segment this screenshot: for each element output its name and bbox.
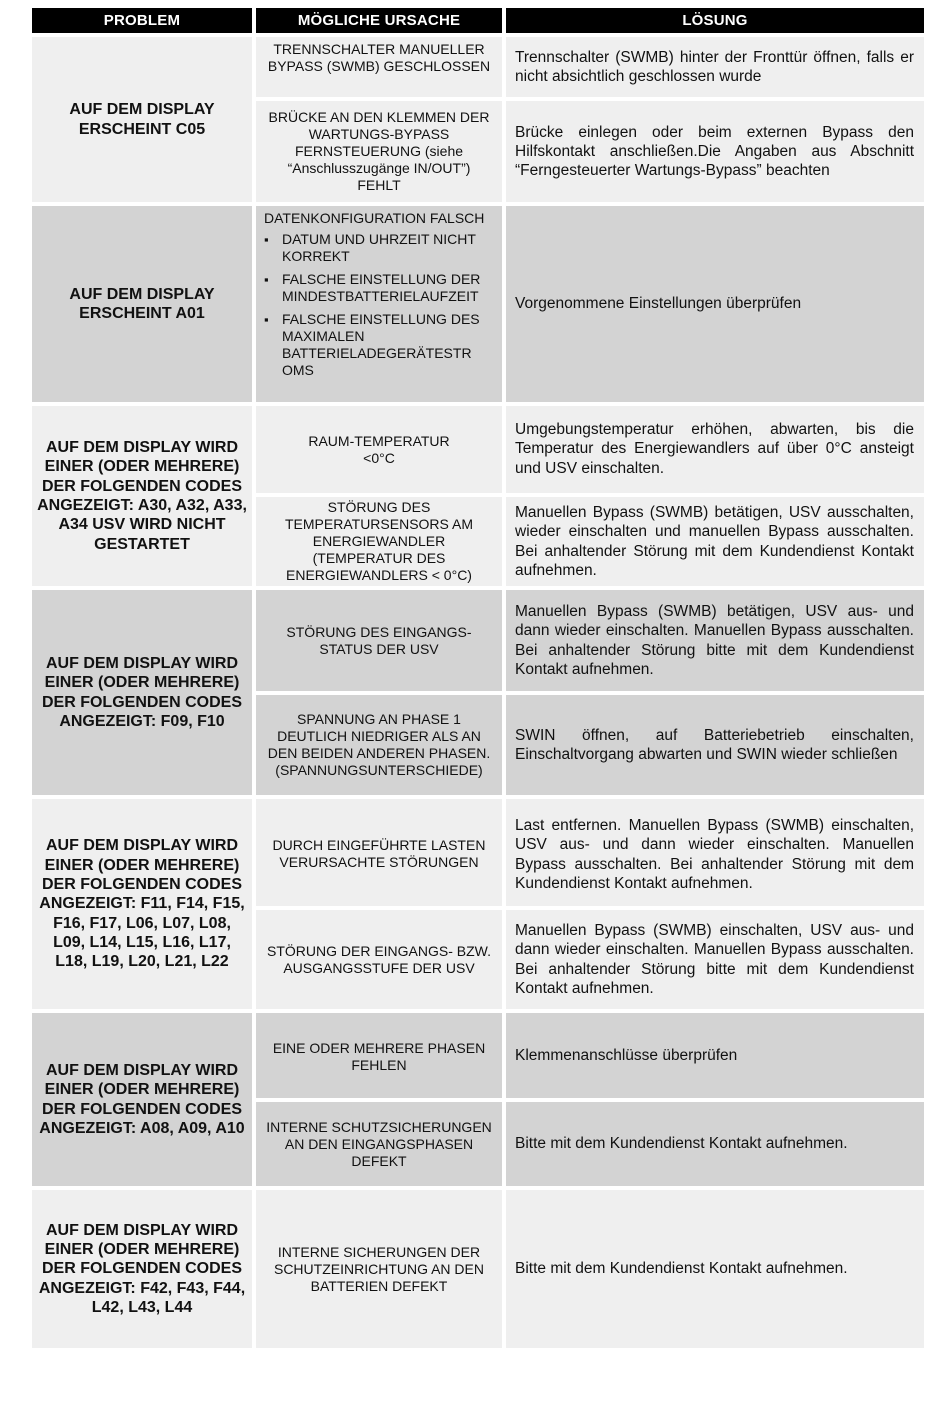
table-row	[32, 406, 924, 493]
solution-cell: Bitte mit dem Kundendienst Kontakt aufnehmen.	[506, 1190, 924, 1348]
cause-cell: INTERNE SICHERUNGEN DER SCHUTZEINRICHTUNG AN DEN BATTERIEN DEFEKT	[256, 1190, 502, 1348]
problem-cell: AUF DEM DISPLAY WIRD EINER (ODER MEHRERE) DER FOLGENDEN CODES ANGEZEIGT: A30, A32, A33, A34 USV WIRD NICHT GESTARTET	[32, 406, 252, 586]
cause-cell: STÖRUNG DER EINGANGS- BZW. AUSGANGSSTUFE DER USV	[256, 910, 502, 1009]
solution-cell: Vorgenommene Einstellungen überprüfen	[506, 206, 924, 402]
solution-cell: Manuellen Bypass (SWMB) betätigen, USV ausschalten, wieder einschalten und manuellen Bypass ausschalten. Bei anhaltender Störung mit dem Kundendienst Kontakt aufnehmen.	[506, 497, 924, 586]
solution-cell: SWIN öffnen, auf Batteriebetrieb einschalten, Einschaltvorgang abwarten und SWIN wieder schließen	[506, 695, 924, 795]
cause-cell: STÖRUNG DES EINGANGS-STATUS DER USV	[256, 590, 502, 691]
solution-cell: Bitte mit dem Kundendienst Kontakt aufnehmen.	[506, 1102, 924, 1186]
solution-cell: Manuellen Bypass (SWMB) einschalten, USV aus- und dann wieder einschalten. Manuellen Bypass ausschalten. Bei anhaltender Störung bitte mit dem Kundendienst Kontakt aufnehmen.	[506, 910, 924, 1009]
problem-cell: AUF DEM DISPLAY WIRD EINER (ODER MEHRERE) DER FOLGENDEN CODES ANGEZEIGT: A08, A09, A10	[32, 1013, 252, 1186]
solution-cell: Trennschalter (SWMB) hinter der Fronttür öffnen, falls er nicht absichtlich geschlossen wurde	[506, 37, 924, 97]
header-solution: LÖSUNG	[506, 8, 924, 33]
table-row	[32, 1013, 924, 1098]
header-problem: PROBLEM	[32, 8, 252, 33]
troubleshooting-table	[28, 4, 928, 1352]
cause-heading: DATENKONFIGURATION FALSCH	[264, 210, 485, 226]
problem-cell: AUF DEM DISPLAY ERSCHEINT C05	[32, 37, 252, 202]
table-row	[32, 1190, 924, 1348]
solution-cell: Manuellen Bypass (SWMB) betätigen, USV aus- und dann wieder einschalten. Manuellen Bypass ausschalten. Bei anhaltender Störung bitte mit dem Kundendienst Kontakt aufnehmen.	[506, 590, 924, 691]
cause-cell	[256, 206, 502, 402]
cause-bullet-list	[264, 231, 496, 379]
cause-cell: BRÜCKE AN DEN KLEMMEN DER WARTUNGS-BYPASS FERNSTEUERUNG (siehe “Anschlusszugänge IN/OUT”) FEHLT	[256, 101, 502, 202]
bullet-item: ▪ FALSCHE EINSTELLUNG DER MINDESTBATTERIELAUFZEIT	[264, 271, 496, 305]
header-cause: MÖGLICHE URSACHE	[256, 8, 502, 33]
solution-cell: Last entfernen. Manuellen Bypass (SWMB) einschalten, USV aus- und dann wieder einschalten. Manuellen Bypass ausschalten. Bei anhaltender Störung mit dem Kundendienst Kontakt aufnehmen.	[506, 799, 924, 906]
solution-cell: Umgebungstemperatur erhöhen, abwarten, bis die Temperatur des Energiewandlers auf über 0°C ansteigt und USV einschalten.	[506, 406, 924, 493]
problem-cell: AUF DEM DISPLAY WIRD EINER (ODER MEHRERE) DER FOLGENDEN CODES ANGEZEIGT: F11, F14, F15, F16, F17, L06, L07, L08, L09, L14, L15, L16, L17, L18, L19, L20, L21, L22	[32, 799, 252, 1009]
bullet-item: ▪ FALSCHE EINSTELLUNG DES MAXIMALEN BATTERIELADEGERÄTESTR OMS	[264, 311, 496, 379]
problem-cell: AUF DEM DISPLAY ERSCHEINT A01	[32, 206, 252, 402]
problem-cell: AUF DEM DISPLAY WIRD EINER (ODER MEHRERE) DER FOLGENDEN CODES ANGEZEIGT: F09, F10	[32, 590, 252, 795]
cause-cell: DURCH EINGEFÜHRTE LASTEN VERURSACHTE STÖRUNGEN	[256, 799, 502, 906]
bullet-item: ▪ DATUM UND UHRZEIT NICHT KORREKT	[264, 231, 496, 265]
solution-cell: Klemmenanschlüsse überprüfen	[506, 1013, 924, 1098]
table-row	[32, 590, 924, 691]
solution-cell: Brücke einlegen oder beim externen Bypass den Hilfskontakt anschließen.Die Angaben aus Abschnitt “Ferngesteuerter Wartungs-Bypass” beachten	[506, 101, 924, 202]
table-row	[32, 206, 924, 402]
table-header-row	[32, 8, 924, 33]
cause-cell: STÖRUNG DES TEMPERATURSENSORS AM ENERGIEWANDLER (TEMPERATUR DES ENERGIEWANDLERS < 0°C)	[256, 497, 502, 586]
table-row	[32, 37, 924, 97]
cause-cell: SPANNUNG AN PHASE 1 DEUTLICH NIEDRIGER ALS AN DEN BEIDEN ANDEREN PHASEN. (SPANNUNGSUNTERSCHIEDE)	[256, 695, 502, 795]
table-row	[32, 799, 924, 906]
cause-cell: INTERNE SCHUTZSICHERUNGEN AN DEN EINGANGSPHASEN DEFEKT	[256, 1102, 502, 1186]
cause-cell: TRENNSCHALTER MANUELLER BYPASS (SWMB) GESCHLOSSEN	[256, 37, 502, 97]
problem-cell: AUF DEM DISPLAY WIRD EINER (ODER MEHRERE) DER FOLGENDEN CODES ANGEZEIGT: F42, F43, F44, L42, L43, L44	[32, 1190, 252, 1348]
cause-cell: EINE ODER MEHRERE PHASEN FEHLEN	[256, 1013, 502, 1098]
cause-cell: RAUM-TEMPERATUR <0°C	[256, 406, 502, 493]
